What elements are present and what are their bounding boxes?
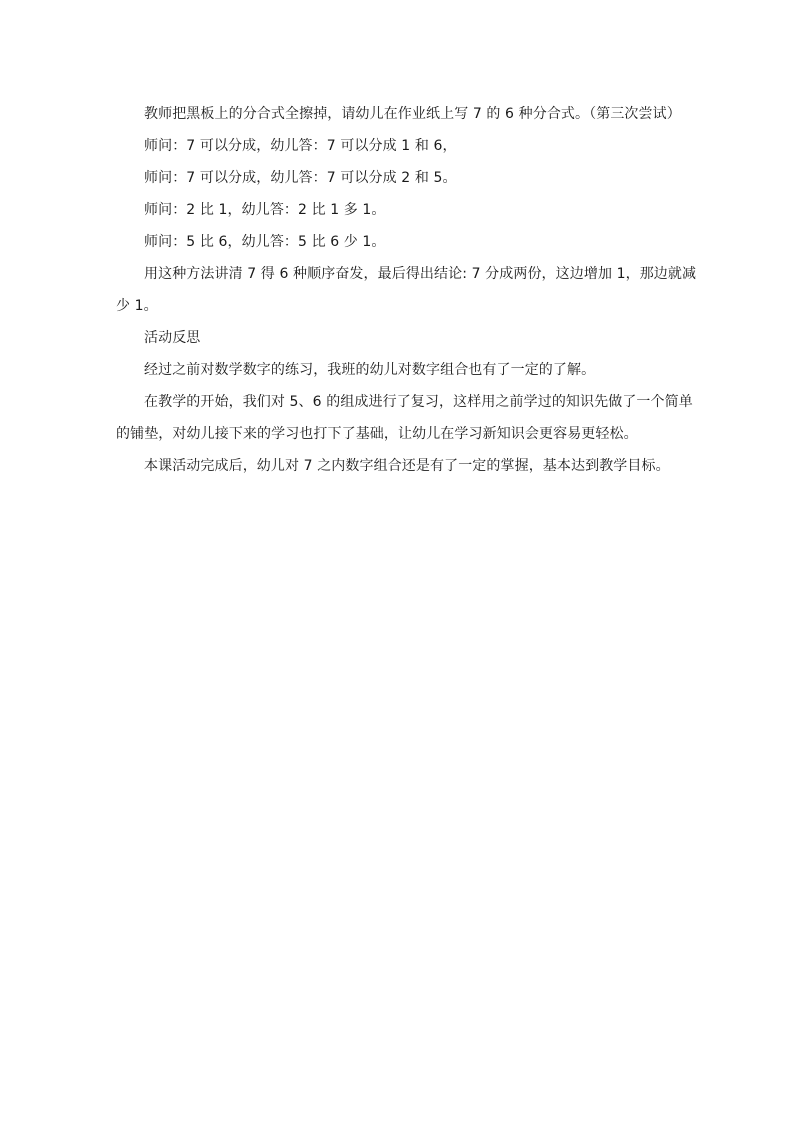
- paragraph-conclusion: 用这种方法讲清 7 得 6 种顺序奋发，最后得出结论: 7 分成两份，这边增加 1，那边就减: [144, 266, 697, 282]
- paragraph-reflection-2-continued: 的铺垫，对幼儿接下来的学习也打下了基础，让幼儿在学习新知识会更容易更轻松。: [116, 426, 638, 442]
- section-heading-reflection: 活动反思: [144, 330, 201, 346]
- paragraph-reflection-2: 在教学的开始，我们对 5、6 的组成进行了复习，这样用之前学过的知识先做了一个简单: [144, 394, 693, 410]
- paragraph-dialogue-4: 师问：5 比 6，幼儿答：5 比 6 少 1。: [144, 234, 386, 250]
- document-body: [116, 98, 697, 482]
- paragraph-reflection-3: 本课活动完成后，幼儿对 7 之内数字组合还是有了一定的掌握，基本达到教学目标。: [144, 458, 670, 474]
- paragraph-instruction: 教师把黑板上的分合式全擦掉，请幼儿在作业纸上写 7 的 6 种分合式。（第三次尝试）: [144, 106, 681, 122]
- paragraph-dialogue-2: 师问：7 可以分成，幼儿答：7 可以分成 2 和 5。: [144, 170, 457, 186]
- paragraph-reflection-1: 经过之前对数学数字的练习，我班的幼儿对数字组合也有了一定的了解。: [144, 362, 596, 378]
- paragraph-conclusion-continued: 少 1。: [116, 298, 158, 314]
- paragraph-dialogue-3: 师问：2 比 1，幼儿答：2 比 1 多 1。: [144, 202, 386, 218]
- paragraph-dialogue-1: 师问：7 可以分成，幼儿答：7 可以分成 1 和 6，: [144, 138, 457, 154]
